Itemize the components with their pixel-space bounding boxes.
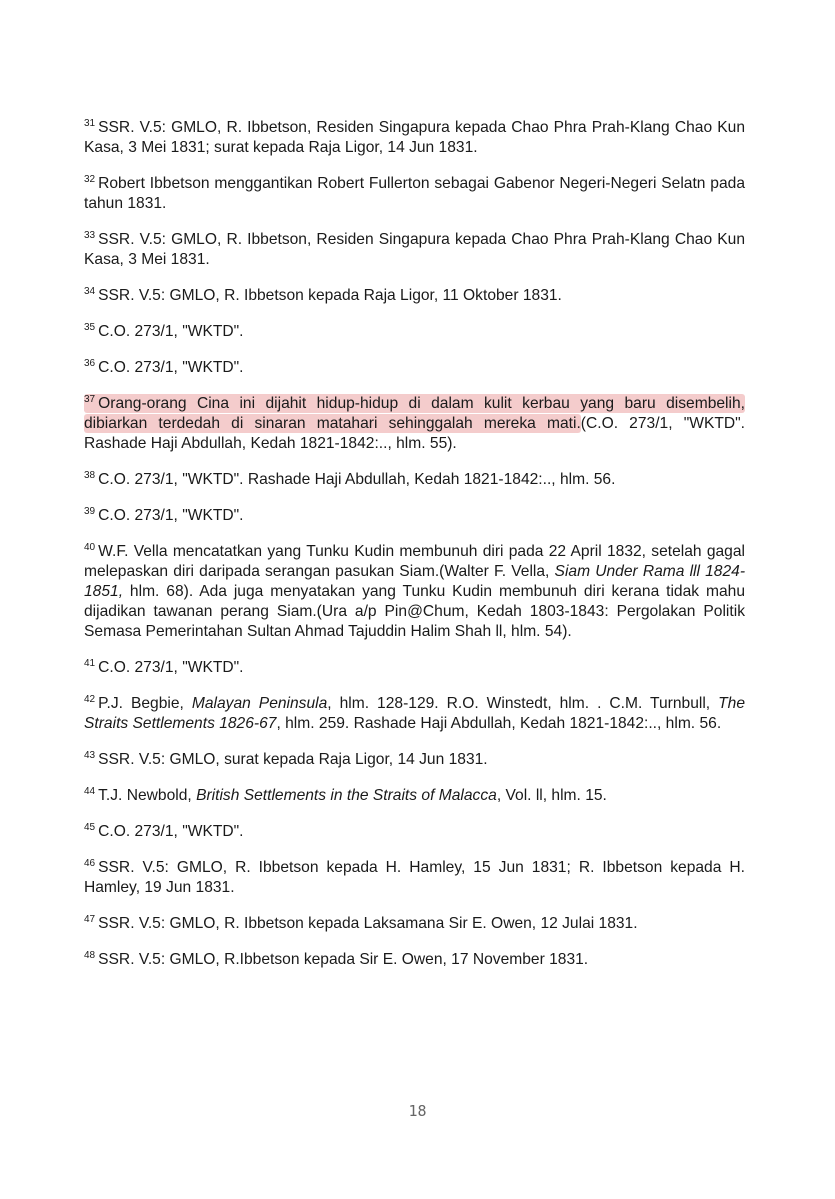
footnote-number: 31 xyxy=(84,118,96,129)
footnote-37 xyxy=(84,394,745,454)
footnote-text: hlm. 68). Ada juga menyatakan yang Tunku Kudin membunuh diri kerana tidak mahu dijadikan tawanan perang Siam.(Ura a/p Pin@Chum, Kedah 1803-1843: Pergolakan Politik Semasa Pemerintahan Sultan Ahmad Tajuddin Halim Shah ll, hlm. 54). xyxy=(84,583,745,640)
footnote-number: 46 xyxy=(84,858,96,869)
footnote-text: SSR. V.5: GMLO, R. Ibbetson, Residen Singapura kepada Chao Phra Prah-Klang Chao Kun Kasa, 3 Mei 1831; surat kepada Raja Ligor, 14 Jun 1831. xyxy=(84,119,745,156)
footnote-42 xyxy=(84,694,745,734)
footnote-number: 33 xyxy=(84,230,96,241)
footnote-text: C.O. 273/1, "WKTD". xyxy=(98,823,244,840)
highlighted-text: Orang-orang Cina ini dijahit hidup-hidup di dalam kulit kerbau yang baru disembelih, dibiarkan terdedah di sinaran matahari sehinggalah mereka mati. xyxy=(84,395,745,432)
footnote-48 xyxy=(84,950,745,970)
footnote-number: 40 xyxy=(84,542,96,553)
footnote-text: C.O. 273/1, "WKTD". xyxy=(98,659,244,676)
page-number: 18 xyxy=(408,1102,427,1120)
footnote-number: 45 xyxy=(84,822,96,833)
footnote-text: Robert Ibbetson menggantikan Robert Fullerton sebagai Gabenor Negeri-Negeri Selatn pada tahun 1831. xyxy=(84,175,745,212)
footnote-number: 37 xyxy=(84,394,96,405)
footnote-31 xyxy=(84,118,745,158)
footnote-text: , hlm. 128-129. R.O. Winstedt, hlm. . C.M. Turnbull, xyxy=(327,695,719,712)
book-title: Malayan Peninsula xyxy=(191,695,328,712)
footnote-number: 47 xyxy=(84,914,96,925)
footnote-number: 41 xyxy=(84,658,96,669)
book-title: British Settlements in the Straits of Malacca xyxy=(196,787,497,804)
footnote-text: C.O. 273/1, "WKTD". xyxy=(98,359,244,376)
footnote-number: 38 xyxy=(84,470,96,481)
footnote-text: SSR. V.5: GMLO, R. Ibbetson kepada H. Hamley, 15 Jun 1831; R. Ibbetson kepada H. Hamley, 19 Jun 1831. xyxy=(84,859,745,896)
book-title: Siam Under Rama lll 1824-1851, xyxy=(84,563,746,600)
footnote-text: SSR. V.5: GMLO, R. Ibbetson kepada Raja Ligor, 11 Oktober 1831. xyxy=(98,287,562,304)
footnote-number: 35 xyxy=(84,322,96,333)
book-title: The Straits Settlements 1826-67 xyxy=(84,695,745,732)
footnote-text: W.F. Vella mencatatkan yang Tunku Kudin membunuh diri pada 22 April 1832, setelah gagal melepaskan diri daripada serangan pasukan Siam.(Walter F. Vella, xyxy=(84,543,745,580)
footnote-46 xyxy=(84,858,745,898)
footnote-number: 32 xyxy=(84,174,96,185)
footnote-44 xyxy=(84,786,745,806)
footnote-number: 43 xyxy=(84,750,96,761)
footnote-text: P.J. Begbie, xyxy=(98,695,192,712)
footnote-number: 39 xyxy=(84,506,96,517)
footnote-text: T.J. Newbold, xyxy=(98,787,197,804)
footnote-40 xyxy=(84,542,745,642)
footnote-47 xyxy=(84,914,745,934)
footnote-text: C.O. 273/1, "WKTD". Rashade Haji Abdullah, Kedah 1821-1842:.., hlm. 56. xyxy=(98,471,616,488)
footnote-number: 42 xyxy=(84,694,96,705)
footnote-number: 44 xyxy=(84,786,96,797)
footnote-35 xyxy=(84,322,745,342)
footnote-text: C.O. 273/1, "WKTD". xyxy=(98,323,244,340)
footnote-text: (C.O. 273/1, "WKTD". Rashade Haji Abdullah, Kedah 1821-1842:.., hlm. 55). xyxy=(84,415,746,452)
footnote-text: SSR. V.5: GMLO, R.Ibbetson kepada Sir E. Owen, 17 November 1831. xyxy=(98,951,589,968)
footnote-41 xyxy=(84,658,745,678)
footnote-text: SSR. V.5: GMLO, R. Ibbetson kepada Laksamana Sir E. Owen, 12 Julai 1831. xyxy=(98,915,638,932)
footnote-number: 48 xyxy=(84,950,96,961)
footnotes-list xyxy=(84,118,745,986)
footnote-45 xyxy=(84,822,745,842)
footnote-text: SSR. V.5: GMLO, R. Ibbetson, Residen Singapura kepada Chao Phra Prah-Klang Chao Kun Kasa, 3 Mei 1831. xyxy=(84,231,745,268)
footnote-text: C.O. 273/1, "WKTD". xyxy=(98,507,244,524)
footnote-43 xyxy=(84,750,745,770)
footnote-38 xyxy=(84,470,745,490)
footnote-33 xyxy=(84,230,745,270)
footnote-number: 36 xyxy=(84,358,96,369)
footnote-36 xyxy=(84,358,745,378)
footnote-text: SSR. V.5: GMLO, surat kepada Raja Ligor, 14 Jun 1831. xyxy=(98,751,488,768)
footnote-text: , hlm. 259. Rashade Haji Abdullah, Kedah 1821-1842:.., hlm. 56. xyxy=(276,715,722,732)
footnote-34 xyxy=(84,286,745,306)
footnote-number: 34 xyxy=(84,286,96,297)
footnote-39 xyxy=(84,506,745,526)
footnote-32 xyxy=(84,174,745,214)
footnote-text: , Vol. ll, hlm. 15. xyxy=(496,787,607,804)
